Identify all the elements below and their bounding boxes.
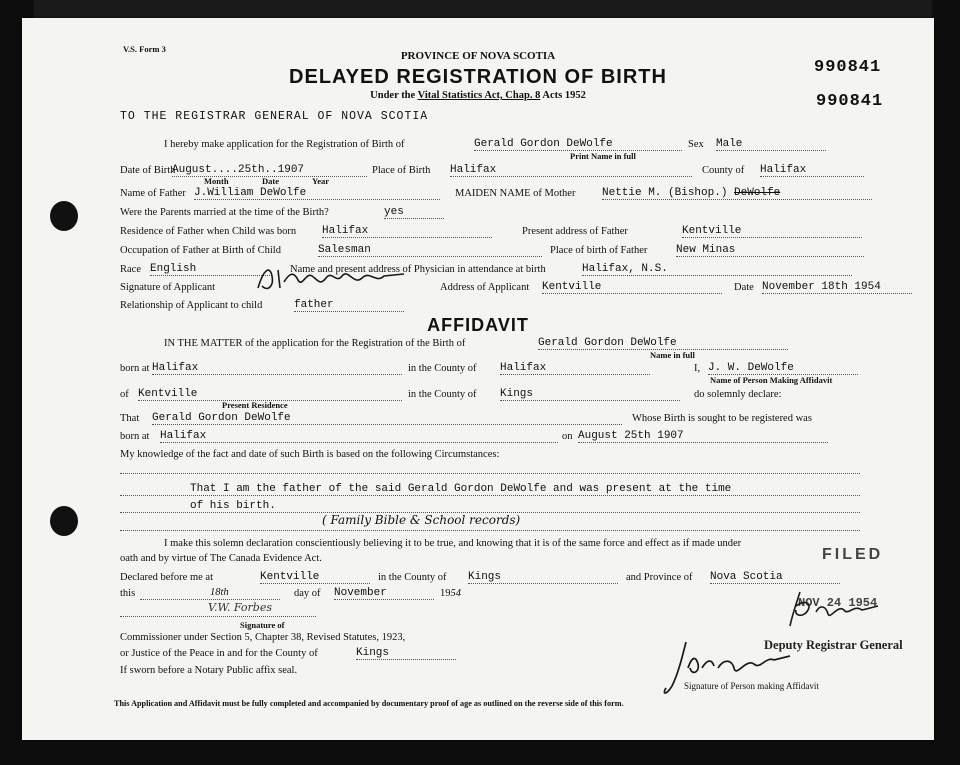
deputy-signature	[782, 590, 882, 635]
registration-number-1: 990841	[814, 58, 882, 77]
solemnly-declare: do solemnly declare:	[694, 389, 782, 400]
father-birthplace-label: Place of birth of Father	[550, 245, 648, 256]
sex-value: Male	[716, 138, 826, 151]
affidavit-matter: IN THE MATTER of the application for the Registration of the Birth of	[164, 338, 466, 349]
father-birthplace-value: New Minas	[676, 244, 864, 257]
affidavit-heading: AFFIDAVIT	[427, 315, 529, 335]
filed-stamp: FILED	[822, 546, 884, 563]
father-occupation-value: Salesman	[318, 244, 542, 257]
year-caption: Year	[312, 176, 329, 186]
circumstance-handwritten: ( Family Bible & School records)	[322, 513, 521, 527]
father-occupation-label: Occupation of Father at Birth of Child	[120, 245, 281, 256]
i-label: I,	[694, 363, 701, 374]
born-county-label: in the County of	[408, 363, 477, 374]
affidavit-child-name: Gerald Gordon DeWolfe	[538, 337, 788, 350]
punch-hole-bottom	[50, 506, 78, 536]
that-label: That	[120, 413, 140, 424]
residence-county-label: in the County of	[408, 389, 477, 400]
knowledge-text: My knowledge of the fact and date of such Birth is based on the following Circumstances:	[120, 449, 500, 460]
relationship-label: Relationship of Applicant to child	[120, 300, 263, 311]
commissioner-county: Kings	[356, 647, 456, 660]
father-residence-value: Halifax	[322, 225, 492, 238]
birth-registration-form	[22, 18, 934, 740]
sig-person-caption: Signature of Person making Affidavit	[684, 681, 819, 691]
day-of-label: day of	[294, 588, 321, 599]
circumstance-line-2: That I am the father of the said Gerald Gordon DeWolfe and was present at the time	[120, 483, 860, 496]
notary-text: If sworn before a Notary Public affix seal.	[120, 665, 298, 676]
solemn-declaration-1: I make this solemn declaration conscientiously believing it to be true, and knowing that it is of the same force and effect as if made under	[164, 538, 742, 549]
dob-label: Date of Birth	[120, 165, 176, 176]
mother-maiden-label: MAIDEN NAME of Mother	[455, 188, 576, 199]
province-label: and Province of	[626, 572, 693, 583]
form-footer: This Application and Affidavit must be fully completed and accompanied by documentary proof of age as outlined on the reverse side of this form.	[114, 699, 624, 708]
commissioner-text-1: Commissioner under Section 5, Chapter 38, Revised Statutes, 1923,	[120, 632, 406, 643]
signature-of-caption: Signature of	[240, 620, 285, 630]
application-date-label: Date	[734, 282, 754, 293]
relationship-value: father	[294, 299, 404, 312]
married-value: yes	[384, 206, 444, 219]
dob-value: August....25th..1907	[172, 164, 367, 177]
commissioner-text-2: or Justice of the Peace in and for the County of	[120, 648, 318, 659]
date-caption: Date	[262, 176, 279, 186]
place-of-birth-value: Halifax	[450, 164, 692, 177]
application-date-value: November 18th 1954	[762, 281, 912, 294]
born-at-2-label: born at	[120, 431, 150, 442]
commissioner-signature: V.W. Forbes	[208, 601, 273, 614]
born-at-2-value: Halifax	[160, 430, 558, 443]
residence-county-value: Kings	[500, 388, 680, 401]
scan-border-bottom	[0, 739, 960, 765]
father-residence-label: Residence of Father when Child was born	[120, 226, 297, 237]
place-of-birth-label: Place of Birth	[372, 165, 431, 176]
declared-county-value: Kings	[468, 571, 618, 584]
county-label: County of	[702, 165, 745, 176]
this-day-value: 18th	[140, 587, 280, 600]
deponent-name: J. W. DeWolfe	[708, 362, 858, 375]
punch-hole-top	[50, 201, 78, 231]
physician-label: Name and present address of Physician in attendance at birth	[290, 264, 546, 275]
month-caption: Month	[204, 176, 229, 186]
declared-before-label: Declared before me at	[120, 572, 213, 583]
born-at-value: Halifax	[152, 362, 402, 375]
deponent-residence: Kentville	[138, 388, 402, 401]
declared-at-value: Kentville	[260, 571, 370, 584]
filed-date-stamp: NOV 24 1954	[798, 596, 878, 610]
of-label: of	[120, 389, 129, 400]
race-label: Race	[120, 264, 141, 275]
solemn-declaration-2: oath and by virtue of The Canada Evidence Act.	[120, 553, 322, 564]
father-name-value: J.William DeWolfe	[194, 187, 440, 200]
deputy-registrar-stamp: Deputy Registrar General	[764, 638, 903, 652]
race-value: English	[150, 263, 270, 276]
mother-maiden-value: Nettie M. (Bishop.) DeWolfe	[602, 187, 872, 200]
name-in-full-caption: Name in full	[650, 350, 695, 360]
born-county-value: Halifax	[500, 362, 650, 375]
applicant-signature-label: Signature of Applicant	[120, 282, 216, 293]
child-name-value: Gerald Gordon DeWolfe	[474, 138, 682, 151]
print-name-caption: Print Name in full	[570, 151, 636, 161]
father-name-label: Name of Father	[120, 188, 186, 199]
this-label: this	[120, 588, 136, 599]
registration-number-2: 990841	[816, 92, 884, 111]
born-on-label: on	[562, 431, 573, 442]
scan-border-right	[932, 0, 960, 765]
month-value: November	[334, 587, 434, 600]
sex-label: Sex	[688, 139, 704, 150]
applicant-address-label: Address of Applicant	[440, 282, 530, 293]
form-subtitle: Under the Vital Statistics Act, Chap. 8 Acts 1952	[370, 90, 586, 101]
residence-caption: Present Residence	[222, 400, 288, 410]
married-label: Were the Parents married at the time of the Birth?	[120, 207, 329, 218]
circumstance-line-1	[120, 463, 860, 474]
that-name-value: Gerald Gordon DeWolfe	[152, 412, 622, 425]
form-title: DELAYED REGISTRATION OF BIRTH	[289, 66, 667, 88]
province-value: Nova Scotia	[710, 571, 840, 584]
application-intro: I hereby make application for the Registration of Birth of	[164, 139, 405, 150]
declared-county-label: in the County of	[378, 572, 447, 583]
addressee-line: TO THE REGISTRAR GENERAL OF NOVA SCOTIA	[120, 110, 429, 123]
father-present-value: Kentville	[682, 225, 862, 238]
born-on-value: August 25th 1907	[578, 430, 828, 443]
year-value: 1954	[440, 588, 461, 599]
circumstance-line-3: of his birth.	[120, 500, 860, 513]
county-value: Halifax	[760, 164, 864, 177]
province-heading: PROVINCE OF NOVA SCOTIA	[400, 50, 556, 62]
born-at-label: born at	[120, 363, 150, 374]
physician-value: Halifax, N.S.	[582, 263, 852, 276]
whose-birth-text: Whose Birth is sought to be registered was	[632, 413, 812, 424]
applicant-address-value: Kentville	[542, 281, 722, 294]
father-present-label: Present address of Father	[522, 226, 628, 237]
form-number: V.S. Form 3	[123, 44, 166, 54]
deponent-caption: Name of Person Making Affidavit	[710, 375, 833, 385]
applicant-signature	[254, 262, 414, 299]
